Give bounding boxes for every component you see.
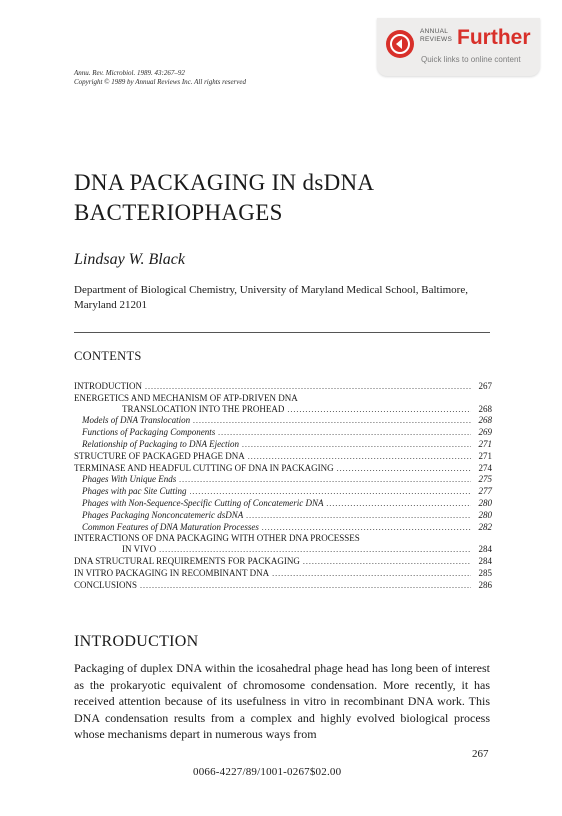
toc-entry-page: 286 [478,579,492,590]
toc-entry-title: Phages With Unique Ends [82,474,177,485]
toc-entry [74,510,492,522]
toc-leader-dots [337,464,471,475]
toc-entry [74,427,492,439]
toc-leader-dots [326,499,471,510]
toc-leader-dots [248,452,471,463]
toc-entry [74,580,492,592]
toc-leader-dots [303,557,471,568]
toc-entry-page: 271 [478,450,492,461]
toc-entry [74,393,492,404]
table-of-contents [74,381,492,591]
toc-leader-dots [218,428,471,439]
annual-reviews-wordmark: ANNUAL REVIEWS [420,28,453,43]
toc-entry [74,522,492,534]
further-subtitle: Quick links to online content [421,55,521,64]
toc-leader-dots [287,405,471,416]
toc-entry-title: IN VITRO PACKAGING IN RECOMBINANT DNA [74,567,270,578]
toc-entry-page: 271 [478,438,492,449]
citation [74,69,246,87]
toc-entry-title: CONCLUSIONS [74,579,138,590]
toc-entry-page: 285 [478,567,492,578]
page-number: 267 [472,748,489,760]
toc-entry-title: INTERACTIONS OF DNA PACKAGING WITH OTHER DNA PROCESSES [74,533,360,544]
toc-entry-title: STRUCTURE OF PACKAGED PHAGE DNA [74,450,245,461]
toc-entry [74,556,492,568]
toc-entry-title: Phages with pac Site Cutting [82,486,187,497]
toc-entry-page: 275 [478,474,492,485]
annual-reviews-logo-icon [386,30,414,58]
citation-copyright: Copyright © 1989 by Annual Reviews Inc. All rights reserved [74,78,246,86]
toc-entry-title: Phages Packaging Nonconcatemeric dsDNA [82,509,244,520]
toc-entry [74,533,492,544]
toc-leader-dots [145,382,471,393]
toc-entry [74,486,492,498]
toc-entry-title: DNA STRUCTURAL REQUIREMENTS FOR PACKAGING [74,555,300,566]
introduction-paragraph: Packaging of duplex DNA within the icosahedral phage head has long been of interest as the prokaryotic equivalent of chromosome condensation. More recently, it has received attention because of its usefulness in vitro in recombinant DNA work. This DNA condensation results from a complex and highly evolved biological process whose mechanisms depart in numerous ways from [74,661,490,742]
further-banner[interactable] [377,18,540,76]
toc-entry-page: 282 [478,521,492,532]
toc-entry-title: INTRODUCTION [74,381,142,391]
toc-entry-title: TERMINASE AND HEADFUL CUTTING OF DNA IN PACKAGING [74,462,334,473]
toc-entry-title: Relationship of Packaging to DNA Ejection [82,438,240,449]
toc-entry [74,404,492,416]
author-affiliation: Department of Biological Chemistry, University of Maryland Medical School, Baltimore, Maryland 21201 [74,284,468,311]
toc-entry-title: Common Features of DNA Maturation Processes [82,521,259,532]
toc-entry-page: 269 [478,427,492,438]
toc-entry [74,415,492,427]
toc-entry-page: 280 [478,497,492,508]
toc-entry [74,451,492,463]
toc-entry [74,544,492,556]
contents-heading: CONTENTS [74,349,142,363]
toc-entry [74,474,492,486]
toc-entry [74,463,492,475]
toc-entry-title: ENERGETICS AND MECHANISM OF ATP-DRIVEN DNA [74,392,298,403]
toc-entry-page: 267 [478,381,492,391]
toc-entry [74,439,492,451]
article-code: 0066-4227/89/1001-0267$02.00 [193,766,342,778]
toc-leader-dots [262,523,471,534]
citation-journal: Annu. Rev. Microbiol. 1989. 43:267–92 [74,69,185,77]
toc-leader-dots [190,487,472,498]
toc-entry-page: 280 [478,509,492,520]
article-title: DNA PACKAGING IN dsDNA BACTERIOPHAGES [74,170,375,225]
toc-leader-dots [159,545,471,556]
toc-entry-page: 274 [478,462,492,473]
section-heading-introduction: INTRODUCTION [74,633,199,650]
toc-entry-page: 268 [478,415,492,426]
toc-entry [74,381,492,393]
toc-entry-page: 277 [478,486,492,497]
toc-entry-title: Models of DNA Translocation [82,415,191,426]
toc-leader-dots [272,569,471,580]
toc-leader-dots [193,416,471,427]
toc-leader-dots [246,511,471,522]
toc-entry-title: IN VIVO [122,544,157,555]
toc-leader-dots [140,581,471,592]
toc-entry-title: Phages with Non-Sequence-Specific Cutting of Concatemeric DNA [82,497,324,508]
divider [74,332,490,333]
toc-entry-page: 284 [478,555,492,566]
toc-leader-dots [242,440,471,451]
toc-leader-dots [179,475,471,486]
toc-entry-title: TRANSLOCATION INTO THE PROHEAD [122,403,285,414]
toc-entry-page: 284 [478,544,492,555]
toc-entry [74,498,492,510]
further-label: Further [457,26,531,49]
toc-entry [74,568,492,580]
author-name: Lindsay W. Black [74,251,185,268]
toc-entry-title: Functions of Packaging Components [82,427,216,438]
toc-entry-page: 268 [478,403,492,414]
